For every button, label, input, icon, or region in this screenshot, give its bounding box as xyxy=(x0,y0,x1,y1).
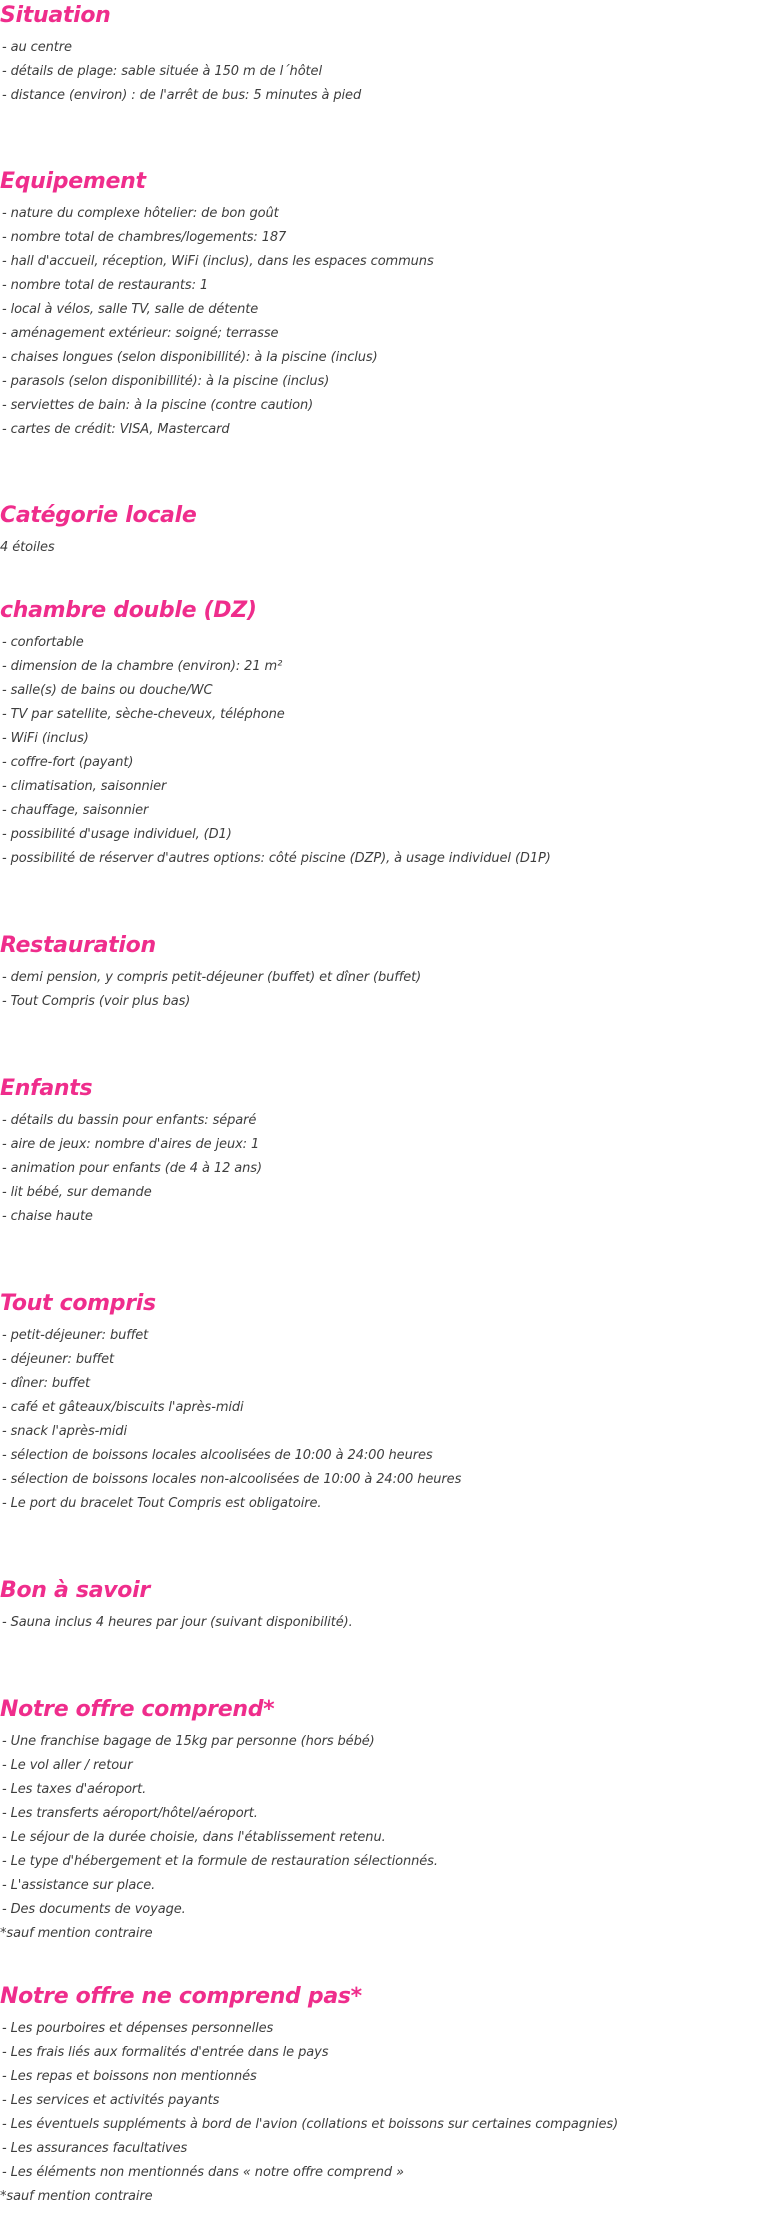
equipement-list xyxy=(0,202,758,442)
list-item: - au centre xyxy=(0,36,758,60)
list-item: - possibilité de réserver d'autres options: côté piscine (DZP), à usage individuel (D1P) xyxy=(0,847,758,871)
categorie-list xyxy=(0,536,758,560)
section-offre-comprend xyxy=(0,1694,758,1946)
offre-comprend-list xyxy=(0,1730,758,1946)
offre-ne-comprend-pas-list xyxy=(0,2017,758,2209)
list-item: - dimension de la chambre (environ): 21 m² xyxy=(0,655,758,679)
list-item: - Le port du bracelet Tout Compris est obligatoire. xyxy=(0,1492,758,1516)
chambre-list xyxy=(0,631,758,871)
list-item: - cartes de crédit: VISA, Mastercard xyxy=(0,418,758,442)
list-item: - local à vélos, salle TV, salle de détente xyxy=(0,298,758,322)
list-item: - TV par satellite, sèche-cheveux, téléphone xyxy=(0,703,758,727)
section-situation xyxy=(0,0,758,108)
list-item: - détails de plage: sable située à 150 m de l´hôtel xyxy=(0,60,758,84)
list-item: - Les pourboires et dépenses personnelles xyxy=(0,2017,758,2041)
list-item: - climatisation, saisonnier xyxy=(0,775,758,799)
list-item: - Les éventuels suppléments à bord de l'avion (collations et boissons sur certaines compagnies) xyxy=(0,2113,758,2137)
list-item: - petit-déjeuner: buffet xyxy=(0,1324,758,1348)
section-chambre xyxy=(0,595,758,871)
list-item: - nombre total de chambres/logements: 187 xyxy=(0,226,758,250)
list-item: - Le vol aller / retour xyxy=(0,1754,758,1778)
section-categorie xyxy=(0,500,758,560)
section-title-tout-compris: Tout compris xyxy=(0,1291,156,1316)
list-item: - Les assurances facultatives xyxy=(0,2137,758,2161)
section-title-offre-ne-comprend-pas: Notre offre ne comprend pas* xyxy=(0,1984,362,2009)
section-title-equipement: Equipement xyxy=(0,169,146,194)
list-item: - Tout Compris (voir plus bas) xyxy=(0,990,758,1014)
list-item: - Les transferts aéroport/hôtel/aéroport. xyxy=(0,1802,758,1826)
section-title-categorie: Catégorie locale xyxy=(0,503,197,528)
list-item: - salle(s) de bains ou douche/WC xyxy=(0,679,758,703)
section-title-chambre: chambre double (DZ) xyxy=(0,598,257,623)
list-item: - distance (environ) : de l'arrêt de bus: 5 minutes à pied xyxy=(0,84,758,108)
list-item: - snack l'après-midi xyxy=(0,1420,758,1444)
list-item: - Des documents de voyage. xyxy=(0,1898,758,1922)
list-item: - chaises longues (selon disponibillité): à la piscine (inclus) xyxy=(0,346,758,370)
section-title-enfants: Enfants xyxy=(0,1076,93,1101)
section-enfants xyxy=(0,1073,758,1229)
list-item: - sélection de boissons locales alcoolisées de 10:00 à 24:00 heures xyxy=(0,1444,758,1468)
list-item: - chauffage, saisonnier xyxy=(0,799,758,823)
list-item: - nombre total de restaurants: 1 xyxy=(0,274,758,298)
footnote: *sauf mention contraire xyxy=(0,1926,153,1941)
section-bon-a-savoir xyxy=(0,1575,758,1635)
list-item: - Une franchise bagage de 15kg par personne (hors bébé) xyxy=(0,1730,758,1754)
list-item: - confortable xyxy=(0,631,758,655)
category-value: 4 étoiles xyxy=(0,540,55,555)
section-title-situation: Situation xyxy=(0,3,111,28)
list-item: - Sauna inclus 4 heures par jour (suivant disponibilité). xyxy=(0,1611,758,1635)
list-item: - possibilité d'usage individuel, (D1) xyxy=(0,823,758,847)
section-offre-ne-comprend-pas xyxy=(0,1981,758,2209)
list-item: - serviettes de bain: à la piscine (contre caution) xyxy=(0,394,758,418)
section-title-restauration: Restauration xyxy=(0,933,156,958)
list-item: - chaise haute xyxy=(0,1205,758,1229)
section-title-bon-a-savoir: Bon à savoir xyxy=(0,1578,150,1603)
tout-compris-list xyxy=(0,1324,758,1516)
list-item: - Les services et activités payants xyxy=(0,2089,758,2113)
list-item: - déjeuner: buffet xyxy=(0,1348,758,1372)
list-item: - sélection de boissons locales non-alcoolisées de 10:00 à 24:00 heures xyxy=(0,1468,758,1492)
list-item: - dîner: buffet xyxy=(0,1372,758,1396)
enfants-list xyxy=(0,1109,758,1229)
bon-a-savoir-list xyxy=(0,1611,758,1635)
list-item: - WiFi (inclus) xyxy=(0,727,758,751)
section-title-offre-comprend: Notre offre comprend* xyxy=(0,1697,275,1722)
list-item: - coffre-fort (payant) xyxy=(0,751,758,775)
footnote: *sauf mention contraire xyxy=(0,2189,153,2204)
restauration-list xyxy=(0,966,758,1014)
list-item: - Les taxes d'aéroport. xyxy=(0,1778,758,1802)
list-item: - détails du bassin pour enfants: séparé xyxy=(0,1109,758,1133)
section-tout-compris xyxy=(0,1288,758,1516)
list-item: - lit bébé, sur demande xyxy=(0,1181,758,1205)
list-item: - parasols (selon disponibillité): à la piscine (inclus) xyxy=(0,370,758,394)
list-item: - Le type d'hébergement et la formule de restauration sélectionnés. xyxy=(0,1850,758,1874)
list-item: - Les éléments non mentionnés dans « notre offre comprend » xyxy=(0,2161,758,2185)
list-item: - animation pour enfants (de 4 à 12 ans) xyxy=(0,1157,758,1181)
list-item: - Le séjour de la durée choisie, dans l'établissement retenu. xyxy=(0,1826,758,1850)
list-item: - hall d'accueil, réception, WiFi (inclus), dans les espaces communs xyxy=(0,250,758,274)
list-item: - Les repas et boissons non mentionnés xyxy=(0,2065,758,2089)
list-item: - aménagement extérieur: soigné; terrasse xyxy=(0,322,758,346)
situation-list xyxy=(0,36,758,108)
list-item: - nature du complexe hôtelier: de bon goût xyxy=(0,202,758,226)
list-item: - aire de jeux: nombre d'aires de jeux: 1 xyxy=(0,1133,758,1157)
list-item: - Les frais liés aux formalités d'entrée dans le pays xyxy=(0,2041,758,2065)
list-item: - L'assistance sur place. xyxy=(0,1874,758,1898)
section-equipement xyxy=(0,166,758,442)
section-restauration xyxy=(0,930,758,1014)
list-item: - café et gâteaux/biscuits l'après-midi xyxy=(0,1396,758,1420)
list-item: - demi pension, y compris petit-déjeuner (buffet) et dîner (buffet) xyxy=(0,966,758,990)
